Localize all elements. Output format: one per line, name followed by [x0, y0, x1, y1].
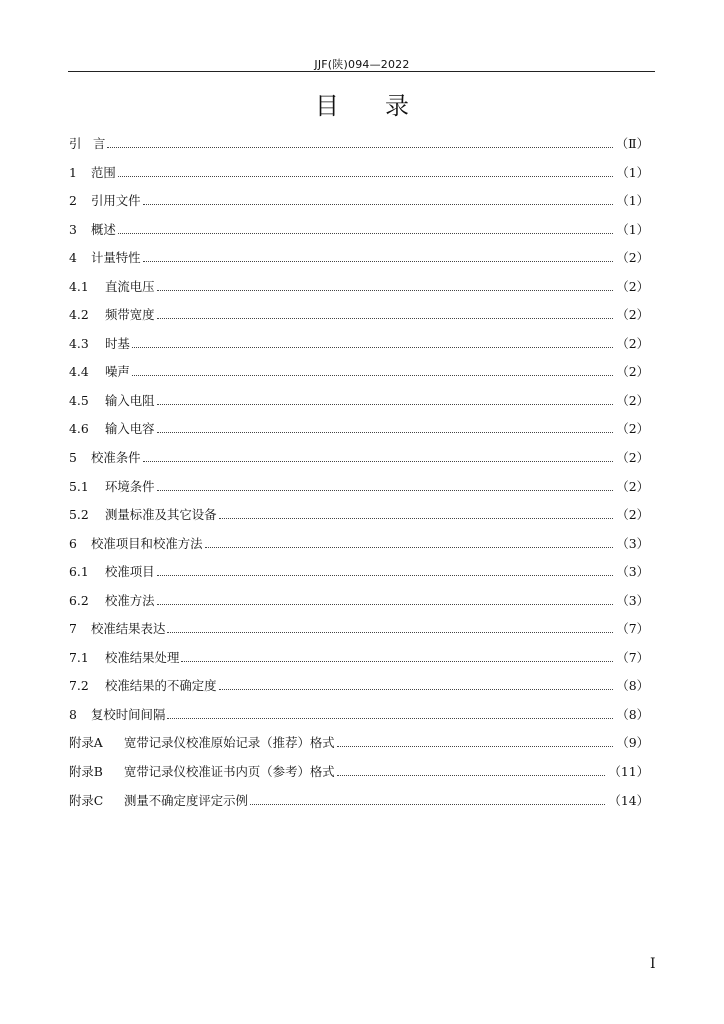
toc-entry[interactable] — [69, 591, 649, 620]
toc-dot-leader — [118, 176, 614, 177]
toc-entry[interactable] — [69, 134, 649, 163]
toc-entry-title: 计量特性 — [91, 250, 141, 266]
toc-entry-title: 校准项目 — [105, 564, 155, 580]
toc-entry[interactable] — [69, 277, 649, 306]
toc-entry-page: （2） — [616, 278, 649, 294]
toc-entry[interactable] — [69, 191, 649, 220]
toc-entry-page: （1） — [616, 164, 649, 180]
toc-entry-page: （3） — [616, 592, 649, 608]
toc-entry-page: （Ⅱ） — [615, 136, 649, 151]
toc-entry[interactable] — [69, 362, 649, 391]
toc-entry[interactable] — [69, 648, 649, 677]
toc-entry[interactable] — [69, 562, 649, 591]
toc-entry-title: 概述 — [91, 221, 116, 237]
toc-dot-leader — [181, 661, 613, 662]
toc-entry-label — [69, 791, 248, 811]
toc-entry-page: （8） — [616, 706, 649, 722]
toc-entry-title: 校准结果处理 — [105, 649, 180, 665]
toc-entry-label — [69, 648, 179, 668]
toc-entry-title: 校准方法 — [105, 592, 155, 608]
toc-entry-page: （7） — [616, 649, 649, 665]
toc-entry-title: 宽带记录仪校准证书内页（参考）格式 — [124, 764, 335, 780]
toc-entry-label — [69, 562, 155, 582]
toc-entry-label — [69, 305, 155, 325]
toc-entry-title: 校准结果的不确定度 — [105, 678, 217, 694]
toc-entry-page: （1） — [616, 193, 649, 209]
toc-entry[interactable] — [69, 762, 649, 791]
toc-entry-label — [69, 334, 130, 354]
toc-dot-leader — [157, 575, 614, 576]
toc-dot-leader — [167, 632, 613, 633]
toc-dot-leader — [157, 604, 614, 605]
toc-entry-label — [69, 705, 165, 725]
toc-entry-label — [69, 191, 141, 211]
toc-entry-number: 附录A — [69, 735, 103, 751]
toc-entry-title: 噪声 — [105, 364, 130, 380]
toc-entry-label — [69, 534, 203, 554]
toc-dot-leader — [157, 318, 614, 319]
toc-entry-label — [69, 676, 217, 696]
toc-entry-page: （2） — [616, 335, 649, 351]
toc-entry-page: （2） — [616, 478, 649, 494]
toc-entry-title: 频带宽度 — [105, 307, 155, 323]
toc-entry-number: 4.5 — [69, 392, 89, 408]
toc-entry[interactable] — [69, 448, 649, 477]
toc-entry-label — [69, 505, 217, 525]
toc-entry-number: 4.6 — [69, 421, 89, 437]
table-of-contents — [69, 134, 649, 819]
toc-entry-number: 4.1 — [69, 278, 89, 294]
toc-entry-number: 8 — [69, 706, 77, 722]
toc-entry[interactable] — [69, 791, 649, 820]
toc-dot-leader — [157, 432, 614, 433]
toc-dot-leader — [219, 518, 614, 519]
toc-entry-title: 环境条件 — [105, 478, 155, 494]
toc-entry-number: 5.2 — [69, 507, 89, 523]
toc-entry-page: （2） — [616, 507, 649, 523]
toc-entry-page: （2） — [616, 450, 649, 466]
toc-entry-number: 7 — [69, 621, 77, 637]
toc-entry-number: 4.2 — [69, 307, 89, 323]
toc-entry[interactable] — [69, 505, 649, 534]
toc-entry-label — [69, 762, 335, 782]
toc-dot-leader — [143, 204, 614, 205]
toc-dot-leader — [337, 775, 606, 776]
toc-entry-number: 6 — [69, 535, 77, 551]
toc-dot-leader — [337, 746, 614, 747]
toc-entry-number: 4.4 — [69, 364, 89, 380]
page-number: I — [650, 956, 656, 972]
toc-dot-leader — [250, 804, 606, 805]
toc-entry-title: 校准项目和校准方法 — [91, 535, 203, 551]
toc-entry-number: 6.2 — [69, 592, 89, 608]
toc-entry-page: （7） — [616, 621, 649, 637]
toc-entry-page: （8） — [616, 678, 649, 694]
toc-entry-title: 输入电阻 — [105, 392, 155, 408]
toc-entry-title: 范围 — [91, 164, 116, 180]
header-rule — [68, 71, 655, 72]
toc-entry-page: （2） — [616, 392, 649, 408]
toc-entry[interactable] — [69, 619, 649, 648]
toc-entry-page: （1） — [616, 221, 649, 237]
toc-dot-leader — [132, 375, 614, 376]
toc-entry-number: 5 — [69, 450, 77, 466]
toc-entry-label — [69, 733, 335, 753]
toc-entry-label — [69, 477, 155, 497]
toc-entry-page: （3） — [616, 535, 649, 551]
toc-entry-label — [69, 163, 116, 183]
toc-entry[interactable] — [69, 248, 649, 277]
toc-entry[interactable] — [69, 220, 649, 249]
toc-entry-title: 言 — [93, 136, 106, 151]
toc-entry-number: 2 — [69, 193, 77, 209]
toc-entry-number: 5.1 — [69, 478, 89, 494]
toc-entry-title: 时基 — [105, 335, 130, 351]
toc-entry-label — [69, 391, 155, 411]
toc-entry[interactable] — [69, 334, 649, 363]
toc-entry-label — [69, 591, 155, 611]
toc-entry-number: 6.1 — [69, 564, 89, 580]
toc-entry-title: 校准结果表达 — [91, 621, 166, 637]
toc-entry-title: 复校时间间隔 — [91, 706, 166, 722]
toc-entry-number: 7.1 — [69, 649, 89, 665]
toc-entry-label — [69, 277, 155, 297]
toc-entry[interactable] — [69, 419, 649, 448]
toc-entry-page: （2） — [616, 364, 649, 380]
toc-entry-page: （3） — [616, 564, 649, 580]
toc-entry-number: 4.3 — [69, 335, 89, 351]
toc-entry-number: 4 — [69, 250, 77, 266]
toc-dot-leader — [132, 347, 614, 348]
toc-dot-leader — [157, 404, 614, 405]
toc-dot-leader — [107, 147, 612, 148]
toc-dot-leader — [143, 461, 614, 462]
toc-entry-label — [69, 248, 141, 268]
toc-entry-page: （11） — [608, 764, 649, 780]
toc-entry-title: 输入电容 — [105, 421, 155, 437]
toc-entry-title: 校准条件 — [91, 450, 141, 466]
toc-dot-leader — [219, 689, 614, 690]
page-title: 目录 — [315, 92, 455, 120]
toc-entry[interactable] — [69, 733, 649, 762]
toc-dot-leader — [157, 290, 614, 291]
toc-entry[interactable] — [69, 534, 649, 563]
toc-entry-title: 直流电压 — [105, 278, 155, 294]
toc-entry-number: 7.2 — [69, 678, 89, 694]
toc-entry[interactable] — [69, 163, 649, 192]
toc-dot-leader — [157, 490, 614, 491]
toc-entry-page: （2） — [616, 250, 649, 266]
toc-dot-leader — [143, 261, 614, 262]
toc-entry[interactable] — [69, 305, 649, 334]
toc-entry-title: 测量标准及其它设备 — [105, 507, 217, 523]
toc-entry-label — [69, 362, 130, 382]
toc-entry-label — [69, 220, 116, 240]
toc-entry-label — [69, 619, 165, 639]
toc-dot-leader — [118, 233, 614, 234]
toc-entry-number: 附录C — [69, 792, 104, 808]
toc-entry[interactable] — [69, 676, 649, 705]
standard-code: JJF(陕)094—2022 — [314, 58, 410, 71]
toc-dot-leader — [205, 547, 614, 548]
toc-entry-label — [69, 134, 105, 154]
toc-entry-title: 测量不确定度评定示例 — [124, 792, 248, 808]
toc-dot-leader — [167, 718, 613, 719]
toc-entry-number: 引 — [69, 136, 82, 151]
toc-entry-number: 3 — [69, 221, 77, 237]
toc-entry[interactable] — [69, 705, 649, 734]
toc-entry-title: 引用文件 — [91, 193, 141, 209]
toc-entry-number: 1 — [69, 164, 77, 180]
toc-entry-label — [69, 419, 155, 439]
toc-entry[interactable] — [69, 391, 649, 420]
toc-entry-page: （9） — [616, 735, 649, 751]
toc-entry-label — [69, 448, 141, 468]
toc-entry-number: 附录B — [69, 764, 103, 780]
toc-entry-page: （2） — [616, 307, 649, 323]
toc-entry-title: 宽带记录仪校准原始记录（推荐）格式 — [124, 735, 335, 751]
toc-entry-page: （2） — [616, 421, 649, 437]
toc-entry[interactable] — [69, 477, 649, 506]
toc-entry-page: （14） — [608, 792, 649, 808]
